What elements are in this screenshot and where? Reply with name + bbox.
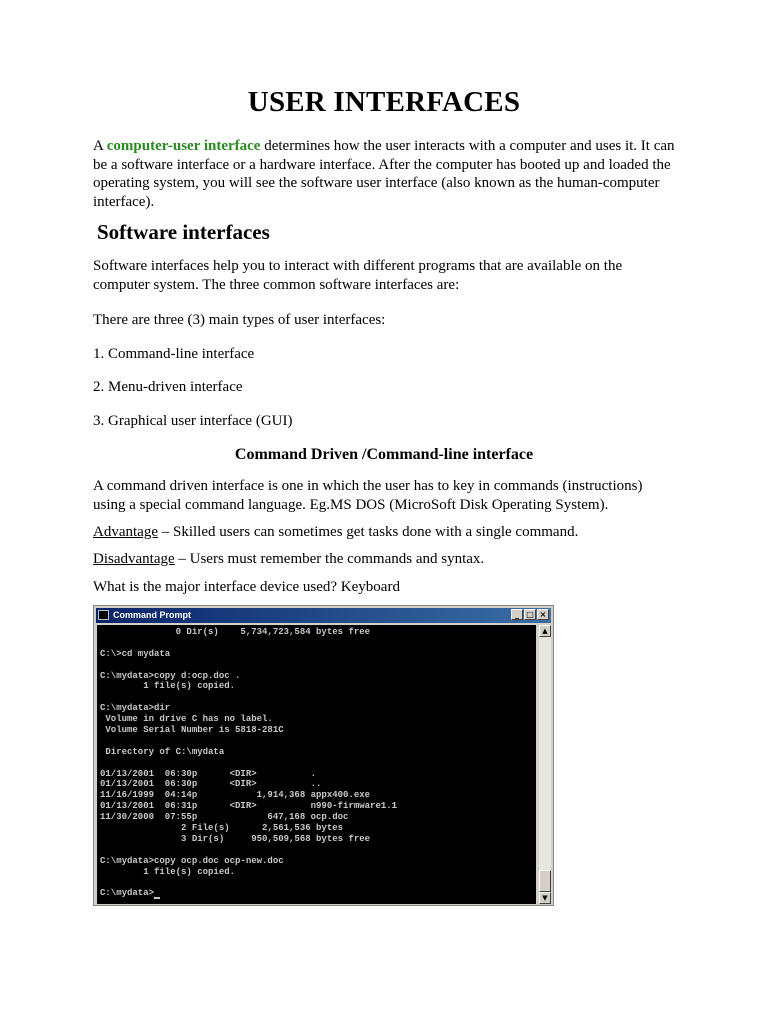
cmd-output-line [100,845,536,856]
cmd-output-line: 1 file(s) copied. [100,681,236,692]
cmd-window-title: Command Prompt [113,610,192,620]
cmd-titlebar [96,608,551,623]
cmd-output-line: C:\mydata>dir [100,703,171,714]
type-item-gui: 3. Graphical user interface (GUI) [93,413,293,429]
page-title: USER INTERFACES [247,86,521,118]
intro-text: determines how the user interacts with a computer and uses it. It can be a software interface or a hardware interface. After the computer has booted up and loaded the operating system, you will see the software user interface (also known as the human-computer interface). [93,138,675,210]
software-paragraph: Software interfaces help you to interact with different programs that are available on the computer system. The three common software interfaces are: [93,258,623,293]
cmd-output-line: 3 Dir(s) 950,509,568 bytes free [100,833,371,844]
cmd-console-output [97,625,536,904]
command-paragraph: A command driven interface is one in which the user has to key in commands (instructions) using a special command language. Eg.MS DOS (MicroSoft Disk Operating System). [93,478,643,513]
command-line-heading: Command Driven /Command-line interface [234,446,534,463]
cmd-output-line: Volume Serial Number is 5818-281C [100,725,284,736]
disadvantage-text: – Users must remember the commands and syntax. [174,551,485,567]
cmd-output-line [100,758,536,769]
cmd-output-line: C:\>cd mydata [100,648,171,659]
cmd-output-line: C:\mydata>copy ocp.doc ocp-new.doc [100,855,284,866]
cmd-output-line: C:\mydata>copy d:ocp.doc . [100,670,241,681]
advantage-text: – Skilled users can sometimes get tasks done with a single command. [157,524,579,540]
scroll-down-icon: ▼ [539,892,551,904]
cmd-output-line: 0 Dir(s) 5,734,723,584 bytes free [100,627,371,637]
advantage-line [93,523,675,542]
cmd-output-line: 01/13/2001 06:31p <DIR> n990-firmware1.1 [100,801,398,812]
cmd-output-line [100,736,536,747]
cmd-output-line: C:\mydata> [100,888,536,899]
cmd-output-line: 01/13/2001 06:30p <DIR> . [100,768,317,779]
scroll-up-icon: ▲ [539,625,551,637]
cmd-output-line: Volume in drive C has no label. [100,714,273,725]
disadvantage-line [93,550,675,569]
type-item-command-line: 1. Command-line interface [93,346,255,362]
software-interfaces-heading: Software interfaces [97,220,270,244]
cmd-output-line [100,638,536,649]
intro-prefix: A [93,138,107,154]
cmd-output-line [100,660,536,671]
cmd-app-icon [98,610,109,620]
intro-highlight: computer-user interface [106,138,261,154]
cmd-output-line: 01/13/2001 06:30p <DIR> .. [100,779,322,790]
cmd-output-line: 11/30/2000 07:55p 647,168 ocp.doc [100,812,349,823]
scroll-thumb [539,870,551,892]
type-item-menu-driven: 2. Menu-driven interface [93,379,243,395]
intro-paragraph [93,137,675,211]
maximize-icon: □ [524,609,536,620]
command-prompt-screenshot [93,605,554,906]
cmd-output-line: 11/16/1999 04:14p 1,914,368 appx400.exe [100,790,371,801]
cmd-output-line: Directory of C:\mydata [100,746,225,757]
types-intro: There are three (3) main types of user interfaces: [93,312,386,328]
minimize-icon: _ [511,609,523,620]
close-icon: × [537,609,549,620]
window-controls [511,609,549,620]
cmd-scrollbar [539,625,551,904]
advantage-label: Advantage [93,524,158,540]
device-question: What is the major interface device used? Keyboard [93,579,400,595]
disadvantage-label: Disadvantage [93,551,175,567]
cmd-output-line [100,877,536,888]
cmd-output-line: 1 file(s) copied. [100,866,236,877]
cmd-output-line [100,692,536,703]
cursor-icon [154,897,160,899]
cmd-output-line: 2 File(s) 2,561,536 bytes [100,823,344,834]
